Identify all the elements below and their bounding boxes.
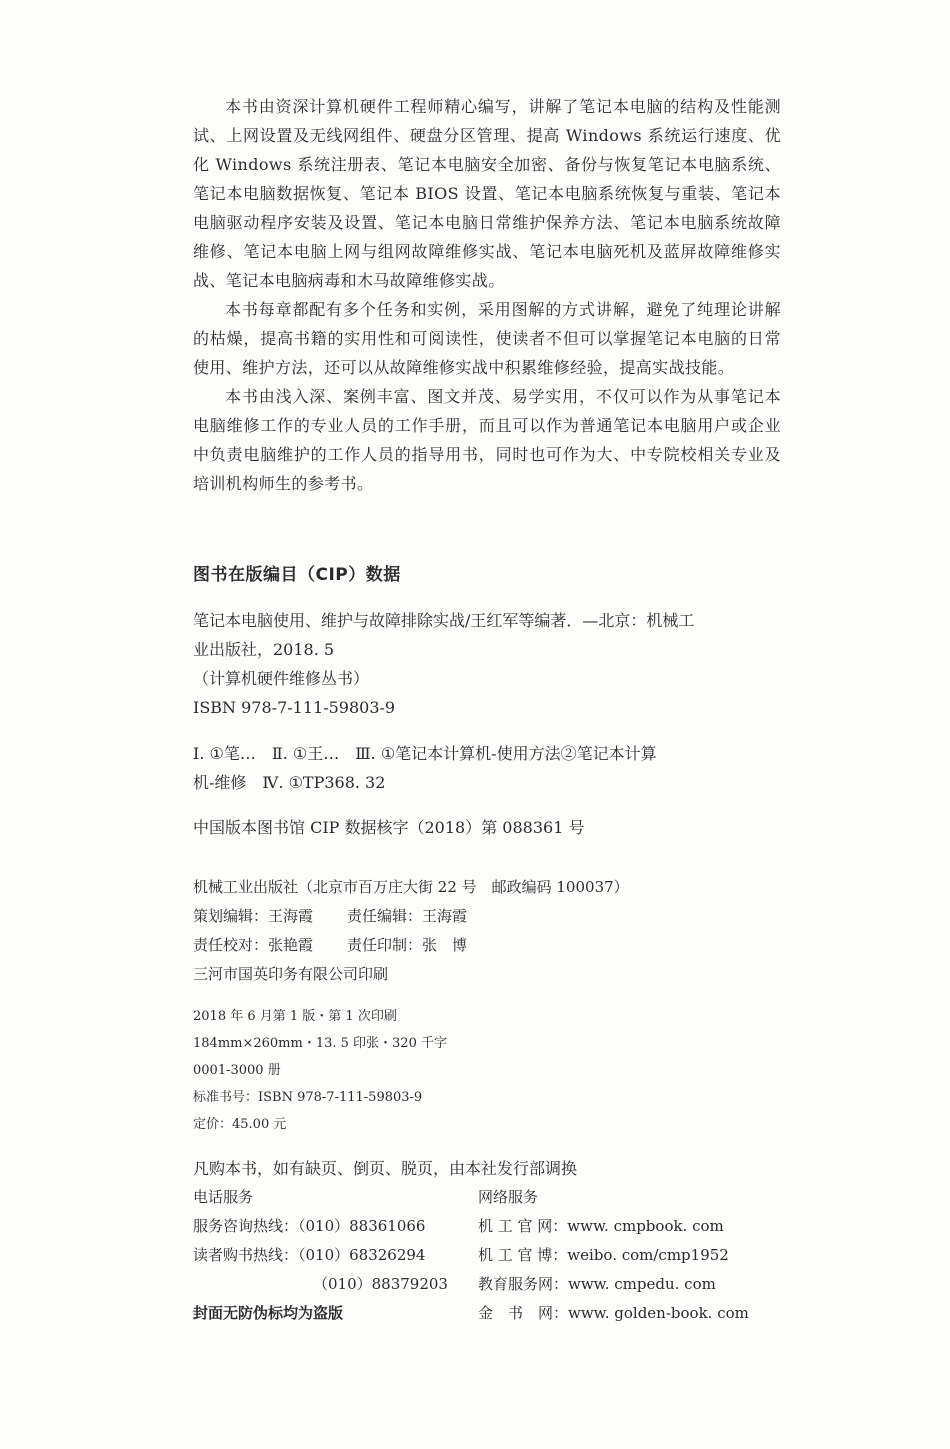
service-hotline: 服务咨询热线：（010）88361066 [193,1217,426,1235]
education-website: 教育服务网：www. cmpedu. com [478,1275,716,1293]
official-weibo: 机 工 官 博：weibo. com/cmp1952 [478,1246,729,1264]
cip-heading: 图书在版编目（CIP）数据 [193,565,401,585]
cip-record [193,606,783,722]
phone-service-heading: 电话服务 [193,1188,254,1206]
editors-row [193,902,793,931]
publisher-block [193,873,793,989]
publisher-name-address: 机械工业出版社（北京市百万庄大街 22 号 邮政编码 100037） [193,878,629,896]
book-introduction [193,92,781,498]
cip-title-line-1: 笔记本电脑使用、维护与故障排除实战/王红军等编著．—北京：机械工 [193,611,695,630]
phone-service [193,1183,473,1328]
copies-info: 0001-3000 册 [193,1063,281,1078]
return-notice: 凡购本书，如有缺页、倒页、脱页，由本社发行部调换 [193,1159,578,1178]
proofreader: 责任校对：张艳霞 [193,936,314,954]
print-info [193,1003,447,1138]
anti-piracy-notice: 封面无防伪标均为盗版 [193,1304,344,1322]
web-service-heading: 网络服务 [478,1188,539,1206]
cip-class-line-1: Ⅰ. ①笔… Ⅱ. ①王… Ⅲ. ①笔记本计算机-使用方法②笔记本计算 [193,744,657,763]
responsible-editor: 责任编辑：王海霞 [347,907,468,925]
printer: 三河市国英印务有限公司印刷 [193,965,389,983]
cip-series: （计算机硬件维修丛书） [193,669,370,688]
intro-paragraph-1: 本书由资深计算机硬件工程师精心编写，讲解了笔记本电脑的结构及性能测试、上网设置及无线网组件、硬盘分区管理、提高 Windows 系统运行速度、优化 Windows 系统注册表、笔记本电脑安全加密、备份与恢复笔记本电脑系统、笔记本电脑数据恢复、笔记本 BIOS 设置、笔记本电脑系统恢复与重装、笔记本电脑驱动程序安装及设置、笔记本电脑日常维护保养方法、笔记本电脑系统故障维修、笔记本电脑上网与组网故障维修实战、笔记本电脑死机及蓝屏故障维修实战、笔记本电脑病毒和木马故障维修实战。 [193,97,781,290]
format-info: 184mm×260mm・13. 5 印张・320 千字 [193,1036,447,1051]
price: 定价：45.00 元 [193,1117,287,1132]
web-service [478,1183,788,1328]
planning-editor: 策划编辑：王海霞 [193,907,314,925]
purchase-hotline: 读者购书热线：（010）68326294 [193,1246,426,1264]
cip-number: 中国版本图书馆 CIP 数据核字（2018）第 088361 号 [193,818,585,837]
printing-supervisor: 责任印制：张 博 [347,936,468,954]
intro-paragraph-2: 本书每章都配有多个任务和实例，采用图解的方式讲解，避免了纯理论讲解的枯燥，提高书籍的实用性和可阅读性，使读者不但可以掌握笔记本电脑的日常使用、维护方法，还可以从故障维修实战中积累维修经验，提高实战技能。 [193,300,781,377]
cip-isbn: ISBN 978-7-111-59803-9 [193,698,396,717]
proof-print-row [193,931,793,960]
purchase-hotline-2: （010）88379203 [313,1275,448,1293]
edition-info: 2018 年 6 月第 1 版・第 1 次印刷 [193,1009,397,1024]
golden-book-website: 金 书 网：www. golden-book. com [478,1304,749,1322]
cip-class-line-2: 机-维修 Ⅳ. ①TP368. 32 [193,773,386,792]
standard-number: 标准书号：ISBN 978-7-111-59803-9 [193,1090,423,1105]
official-website: 机 工 官 网：www. cmpbook. com [478,1217,724,1235]
cip-title-line-2: 业出版社，2018. 5 [193,640,335,659]
intro-paragraph-3: 本书由浅入深、案例丰富、图文并茂、易学实用，不仅可以作为从事笔记本电脑维修工作的专业人员的工作手册，而且可以作为普通笔记本电脑用户或企业中负责电脑维护的工作人员的指导用书，同时也可作为大、中专院校相关专业及培训机构师生的参考书。 [193,387,781,493]
cip-classification [193,739,783,797]
